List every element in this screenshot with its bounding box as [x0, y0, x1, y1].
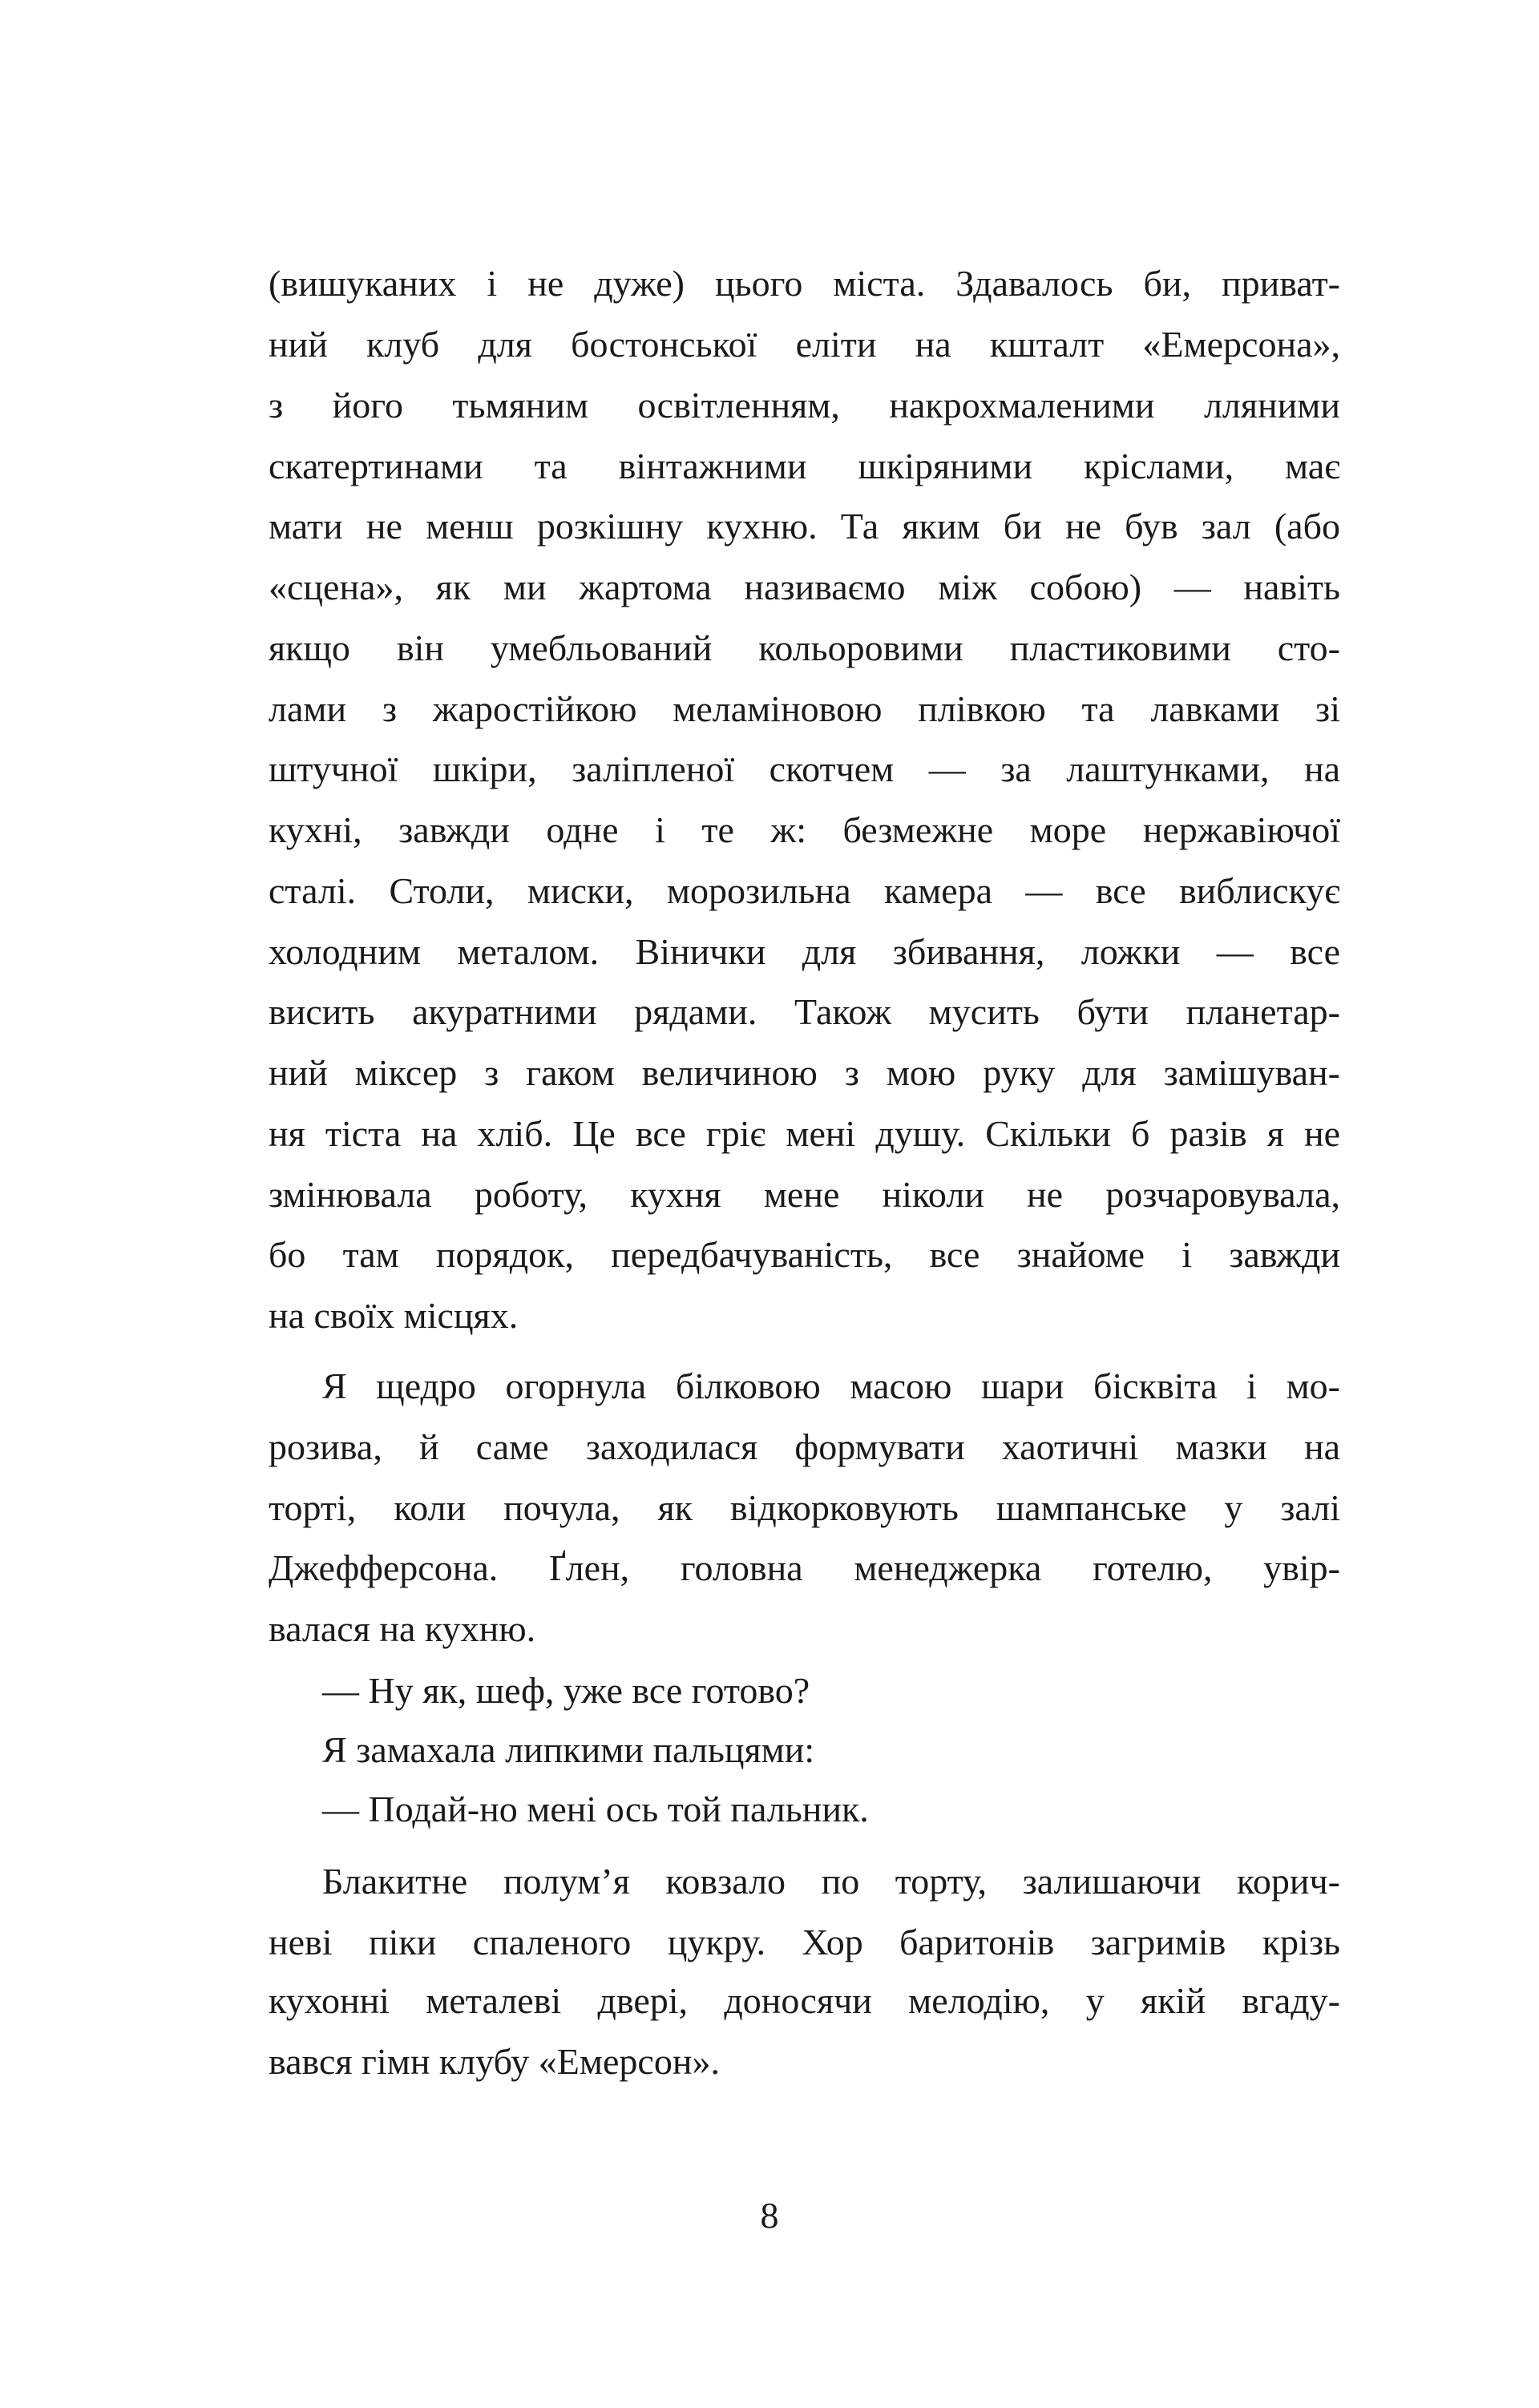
dialogue-line: — Ну як, шеф, уже все готово?	[322, 1670, 810, 1711]
text-line: (вишуканих і не дуже) цього міста. Здавалось би, приват-	[269, 263, 1340, 304]
text-line: штучної шкіри, заліпленої скотчем — за лаштунками, на	[269, 748, 1340, 789]
text-line: кухні, завжди одне і те ж: безмежне море нержавіючої	[269, 809, 1340, 850]
text-line: ний клуб для бостонської еліти на кшталт «Емерсона»,	[269, 324, 1340, 365]
text-line: неві піки спаленого цукру. Хор баритонів загримів крізь	[269, 1922, 1340, 1962]
text-line: якщо він умебльований кольоровими пластиковими сто-	[269, 627, 1340, 668]
text-line: ня тіста на хліб. Це все гріє мені душу. Скільки б разів я не	[269, 1113, 1340, 1154]
text-line: кухонні металеві двері, доносячи мелодію, у якій вгаду-	[269, 1980, 1340, 2021]
text-line: сталі. Столи, миски, морозильна камера — все виблискує	[269, 870, 1340, 911]
text-line: розива, й саме заходилася формувати хаотичні мазки на	[269, 1426, 1340, 1467]
text-line: ний міксер з гаком величиною з мою руку для замішуван-	[269, 1052, 1340, 1093]
text-line: «сцена», як ми жартома називаємо між собою) — навіть	[269, 567, 1340, 607]
text-line: мати не менш розкішну кухню. Та яким би не був зал (або	[269, 506, 1340, 547]
text-line: змінювала роботу, кухня мене ніколи не розчаровувала,	[269, 1174, 1340, 1215]
page-number: 8	[760, 2195, 779, 2236]
text-line: Джефферсона. Ґлен, головна менеджерка готелю, увір-	[269, 1547, 1340, 1588]
text-line: лами з жаростійкою меламіновою плівкою та лавками зі	[269, 688, 1340, 729]
text-line: Я замахала липкими пальцями:	[322, 1729, 815, 1770]
dialogue-line: — Подай-но мені ось той пальник.	[322, 1789, 869, 1829]
paragraph-first-line: Я щедро огорнула білковою масою шари бісквіта і мо-	[322, 1365, 1340, 1406]
text-line: висить акуратними рядами. Також мусить бути планетар-	[269, 991, 1340, 1032]
text-line: валася на кухню.	[269, 1608, 536, 1649]
text-line: холодним металом. Вінички для збивання, ложки — все	[269, 931, 1340, 972]
text-line: з його тьмяним освітленням, накрохмаленими лляними	[269, 385, 1340, 426]
text-line: вався гімн клубу «Емерсон».	[269, 2041, 720, 2082]
text-line: на своїх місцях.	[269, 1295, 519, 1336]
text-line: скатертинами та вінтажними шкіряними кріслами, має	[269, 446, 1340, 486]
text-line: торті, коли почула, як відкорковують шампанське у залі	[269, 1487, 1340, 1528]
text-line: бо там порядок, передбачуваність, все знайоме і завжди	[269, 1234, 1340, 1275]
paragraph-first-line: Блакитне полум’я ковзало по торту, залишаючи корич-	[322, 1861, 1340, 1902]
